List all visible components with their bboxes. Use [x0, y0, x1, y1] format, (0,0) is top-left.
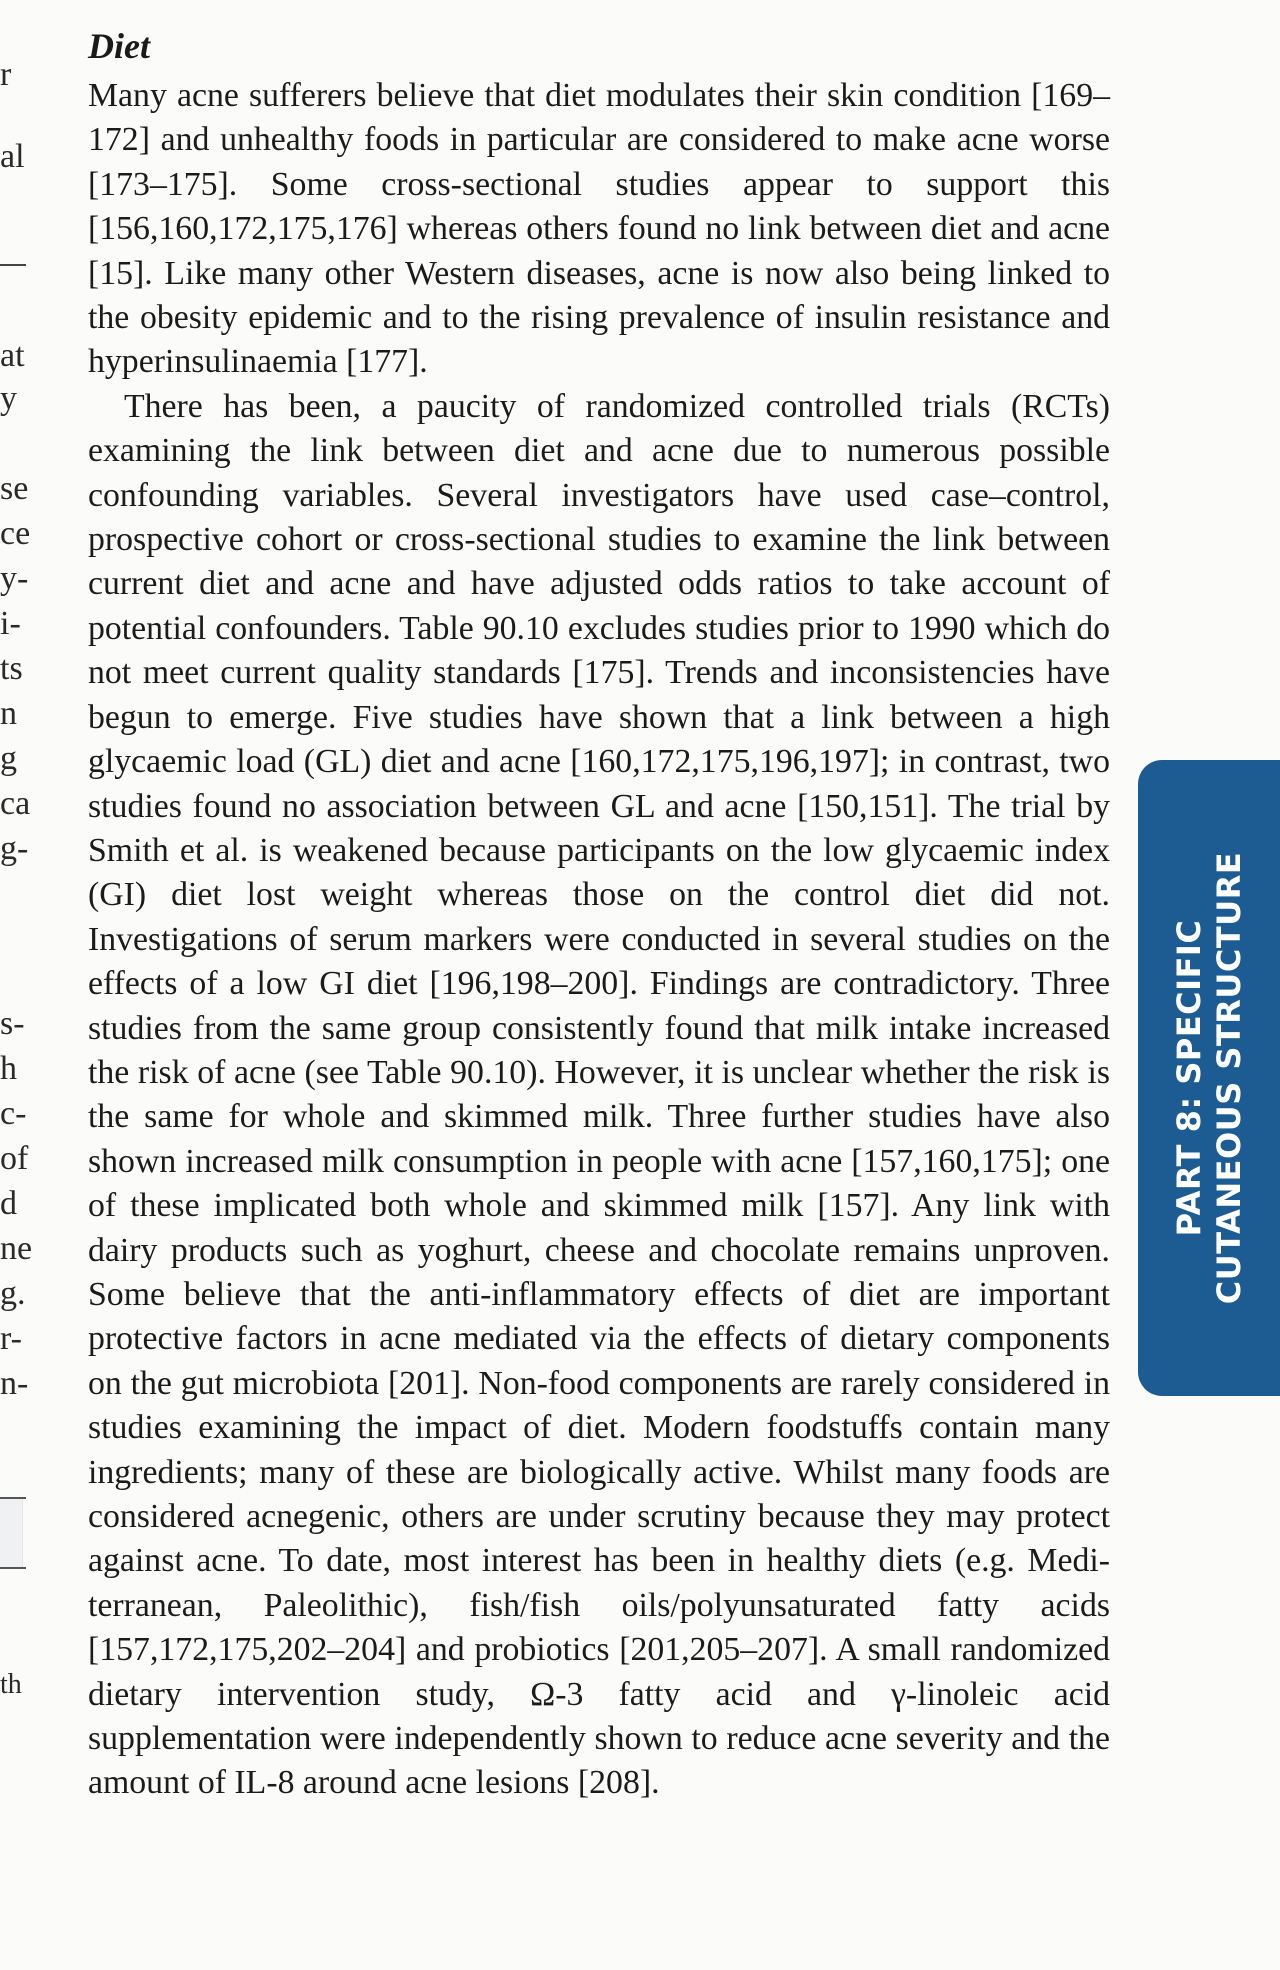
- margin-rule: [0, 1567, 26, 1569]
- margin-fragment: n: [0, 695, 17, 732]
- article-section: [88, 22, 1110, 1806]
- side-tab-label: [1169, 852, 1249, 1304]
- margin-fragment: h: [0, 1050, 17, 1087]
- margin-fragment: ca: [0, 785, 31, 822]
- side-tab-line: PART 8: SPECIFIC: [1170, 919, 1208, 1237]
- section-side-tab: [1138, 760, 1280, 1396]
- paragraph: Many acne sufferers believe that diet modulates their skin condition [169–172] and unhealthy foods in particular are considered to make acne worse [173–175]. Some cross-sectional studies appear to support this [156,160,172,175,176] whereas others found no link between diet and acne [15]. Like many other Western diseases, acne is now also being linked to the obesity epidemic and to the rising prevalence of insulin resistance and hyperinsulinaemia [177].: [88, 77, 1110, 381]
- margin-rule: [0, 264, 26, 266]
- left-margin-gutter: [0, 0, 40, 1970]
- margin-fragment: r: [0, 56, 12, 93]
- side-tab-line: CUTANEOUS STRUCTURE: [1210, 851, 1248, 1305]
- margin-fragment: n-: [0, 1365, 29, 1402]
- margin-fragment: r-: [0, 1320, 22, 1357]
- margin-fragment: th: [0, 1669, 22, 1700]
- margin-fragment: i-: [0, 605, 21, 642]
- margin-shaded-box: [0, 1499, 23, 1567]
- section-heading: Diet: [88, 26, 150, 66]
- margin-fragment: d: [0, 1185, 17, 1222]
- margin-fragment: y-: [0, 560, 29, 597]
- margin-fragment: g-: [0, 830, 29, 867]
- margin-fragment: at: [0, 337, 25, 374]
- paragraph: There has been, a paucity of randomized controlled trials (RCTs) examining the link between diet and acne due to numerous possible confounding variables. Several investigators have used case–control, prospective cohort or cross-sectional studies to examine the link between current diet and acne and have adjusted odds ratios to take account of potential confounders. Table 90.10 excludes studies prior to 1990 which do not meet current quality standards [175]. Trends and inconsistencies have begun to emerge. Five studies have shown that a link between a high glycaemic load (GL) diet and acne [160,172,175,196,197]; in contrast, two studies found no association between GL and acne [150,151]. The trial by Smith et al. is weakened because participants on the low glycaemic index (GI) diet lost weight whereas those on the control diet did not. Investigations of serum markers were conducted in several studies on the effects of a low GI diet [196,198–200]. Findings are contradictory. Three studies from the same group consistently found that milk intake increased the risk of acne (see Table 90.10). However, it is unclear whether the risk is the same for whole and skimmed milk. Three further studies have also shown increased milk consumption in people with acne [157,160,175]; one of these implicated both whole and skimmed milk [157]. Any link with dairy products such as yoghurt, cheese and chocolate remains unproven. Some believe that the anti-inflammatory effects of diet are important protective factors in acne mediated via the effects of dietary components on the gut microbiota [201]. Non-food components are rarely considered in studies examining the impact of diet. Modern foodstuffs contain many ingredients; many of these are biologically active. Whilst many foods are considered acnegenic, others are under scrutiny because they may protect against acne. To date, most interest has been in healthy diets (e.g. Mediterranean, Paleolithic), fish/fish oils/polyunsaturated fatty acids [157,172,175,202–204] and probiotics [201,205–207]. A small randomized dietary intervention study, Ω-3 fatty acid and γ-linoleic acid supplementation were independently shown to reduce acne severity and the amount of IL-8 around acne lesions [208].: [88, 387, 1110, 1802]
- margin-fragment: se: [0, 470, 29, 507]
- margin-fragment: ce: [0, 515, 31, 552]
- margin-fragment: s-: [0, 1005, 25, 1042]
- margin-fragment: ne: [0, 1230, 33, 1267]
- margin-fragment: of: [0, 1140, 29, 1177]
- margin-fragment: al: [0, 138, 25, 175]
- margin-fragment: g.: [0, 1275, 26, 1312]
- margin-fragment: ts: [0, 650, 23, 687]
- margin-fragment: g: [0, 740, 17, 777]
- margin-fragment: y: [0, 380, 17, 417]
- margin-fragment: c-: [0, 1095, 27, 1132]
